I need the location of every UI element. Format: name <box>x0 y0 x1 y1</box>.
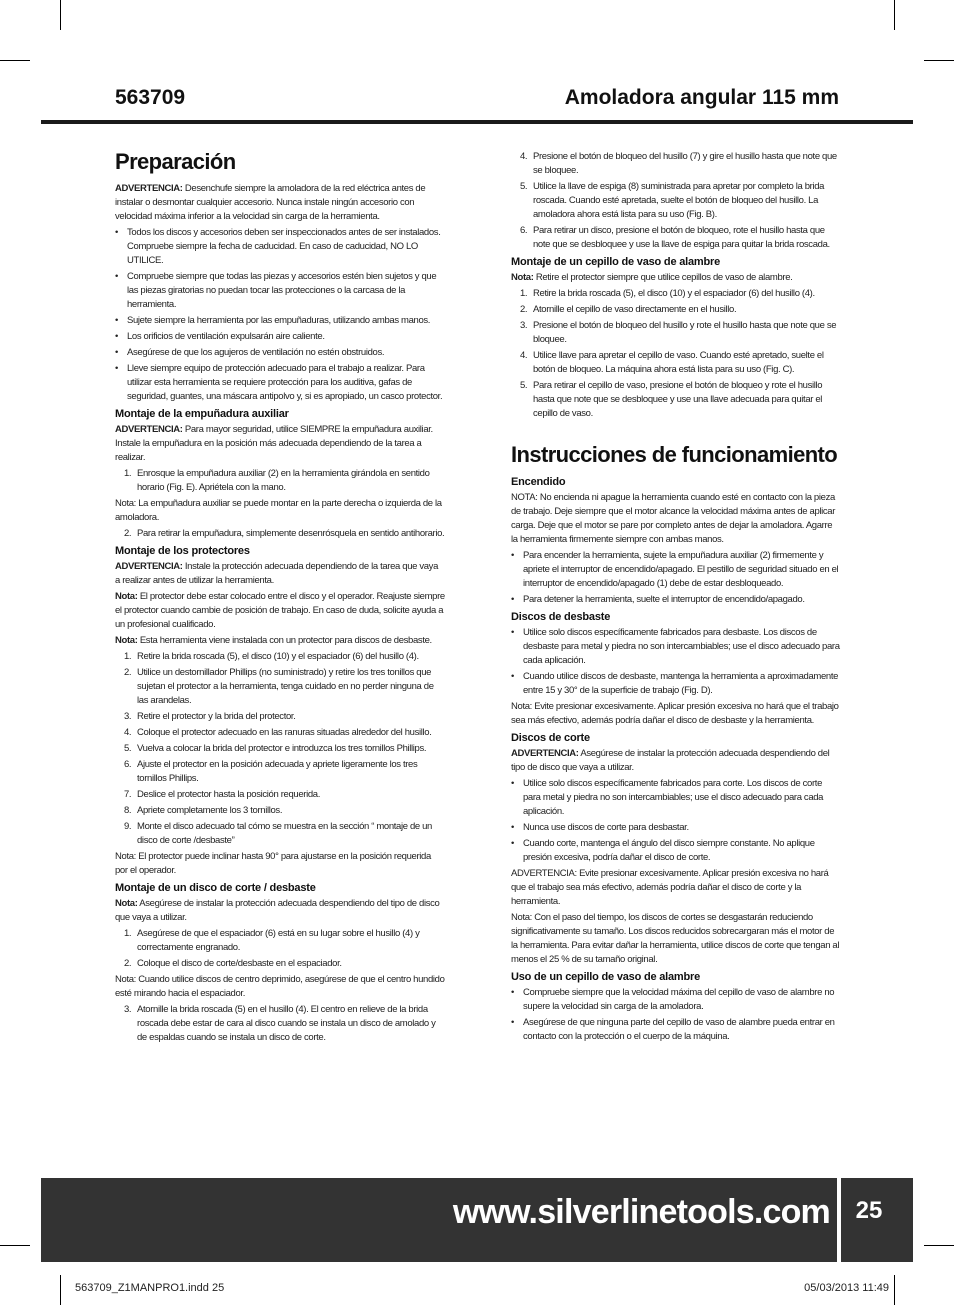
section-heading-preparacion: Preparación <box>115 149 236 174</box>
note-paragraph: NOTA: No encienda ni apague la herramienta cuando esté en contacto con la pieza de trabajo. Deje siempre que el motor alcance la velocidad máxima antes de aplicar carga. Deje que el motor se pare por completo antes de dejar la amoladora. Agarre la herramienta firmemente siempre con ambas manos. <box>511 492 836 545</box>
list-item: 2. Coloque el disco de corte/desbaste en el espaciador. <box>124 958 342 969</box>
list-item: • Para encender la herramienta, sujete la empuñadura auxiliar (2) firmemente y apriete el interruptor de encendido/apagado. El pestillo de seguridad situado en el interruptor de encendido/apagado (1) debe de estar desbloqueado. <box>511 549 841 591</box>
list-item: 7. Deslice el protector hasta la posición requerida. <box>124 789 320 800</box>
list-item: • Cuando corte, mantenga el ángulo del disco siempre constante. No aplique presión excesiva, podría dañar el disco de corte. <box>511 837 841 865</box>
crop-mark <box>894 1275 895 1305</box>
warning-paragraph: ADVERTENCIA: Instale la protección adecuada dependiendo de la tarea que vaya a realizar antes de utilizar la herramienta. <box>115 561 439 586</box>
list-item: 2. Para retirar la empuñadura, simplemente desenrósquela en sentido antihorario. <box>124 528 445 539</box>
numbered-list <box>115 1003 445 1045</box>
list-item: • Para detener la herramienta, suelte el interruptor de encendido/apagado. <box>511 593 841 607</box>
product-code: 563709 <box>115 86 186 109</box>
note-paragraph: Nota: Retire el protector siempre que utilice cepillos de vaso de alambre. <box>511 272 793 283</box>
list-item: 6. Ajuste el protector en la posición adecuada y apriete ligeramente los tres tornillos Phillips. <box>124 759 418 784</box>
crop-mark <box>894 0 895 30</box>
list-item: • Sujete siempre la herramienta por las empuñaduras, utilizando ambas manos. <box>115 314 445 328</box>
numbered-list <box>115 467 445 495</box>
list-item: 1. Asegúrese de que el espaciador (6) está en su lugar sobre el husillo (4) y correctamente engranado. <box>124 928 420 953</box>
website-url[interactable]: www.silverlinetools.com <box>452 1193 830 1231</box>
list-item: • Compruebe siempre que la velocidad máxima del cepillo de vaso de alambre no supere la velocidad sin carga de la amoladora. <box>511 986 841 1014</box>
list-item: 5. Vuelva a colocar la brida del protector e introduzca los tres tornillos Phillips. <box>124 743 427 754</box>
list-item: 4. Utilice llave para apretar el cepillo de vaso. Cuando esté apretado, suelte el botón de bloqueo. La máquina ahora está lista para su uso (Fig. C). <box>520 350 824 375</box>
bullet-list <box>511 549 841 607</box>
subheading-wire-brush-use: Uso de un cepillo de vaso de alambre <box>511 971 701 983</box>
list-item: 5. Utilice la llave de espiga (8) suministrada para apretar por completo la brida roscada. Cuando esté apretada, suelte el botón de bloqueo del husillo. La amoladora ahora está lista para su uso (Fig. B). <box>520 181 825 220</box>
list-item: 1. Retire la brida roscada (5), el disco (10) y el espaciador (6) del husillo (4). <box>124 651 419 662</box>
numbered-list <box>115 527 445 541</box>
list-item: 2. Utilice un destornillador Phillips (no suministrado) y retire los tres tonillos que sujetan el protector a la herramienta, tenga cuidado en no perder ninguna de las arandelas. <box>124 667 434 706</box>
bullet-list <box>511 986 841 1044</box>
list-item: • Los orificios de ventilación expulsarán aire caliente. <box>115 330 445 344</box>
crop-mark <box>924 1245 954 1246</box>
list-item: 3. Presione el botón de bloqueo del husillo y rote el husillo hasta que note que se bloquee. <box>520 320 837 345</box>
list-item: • Nunca use discos de corte para desbastar. <box>511 821 841 835</box>
note-paragraph: Nota: Con el paso del tiempo, los discos de cortes se desgastarán reduciendo significativamente su tamaño. Los discos reducidos sobrecargaran más el motor de la herramienta. Para evitar dañar la herramienta, utilice discos de corte que tengan al menos el 25 % de su tamaño original. <box>511 912 840 965</box>
crop-mark <box>60 1275 61 1305</box>
slug-timestamp: 05/03/2013 11:49 <box>804 1282 889 1294</box>
crop-mark <box>60 0 61 30</box>
note-paragraph: Nota: El protector puede inclinar hasta 90° para ajustarse en la posición requerida por el operador. <box>115 851 431 876</box>
crop-mark <box>0 1245 30 1246</box>
list-item: 8. Apriete completamente los 3 tornillos. <box>124 805 283 816</box>
warning-paragraph: ADVERTENCIA: Desenchufe siempre la amoladora de la red eléctrica antes de instalar o desmontar cualquier accesorio. Nunca instale ningún accesorio con velocidad máxima inferior a la velocidad sin carga de la herramienta. <box>115 183 426 222</box>
left-column <box>115 148 445 1047</box>
list-item: • Asegúrese de que los agujeros de ventilación no estén obstruidos. <box>115 346 445 360</box>
warning-paragraph: ADVERTENCIA: Asegúrese de instalar la protección adecuada despendiendo del tipo de disco que vaya a utilizar. <box>511 748 830 773</box>
subheading-guards: Montaje de los protectores <box>115 545 250 557</box>
list-item: • Compruebe siempre que todas las piezas y accesorios estén bien sujetos y que las piezas giratorias no puedan tocar las protecciones o la carcasa de la herramienta. <box>115 270 445 312</box>
list-item: • Todos los discos y accesorios deben ser inspeccionados antes de ser instalados. Compruebe siempre la fecha de caducidad. En caso de caducidad, NO LO UTILICE. <box>115 226 445 268</box>
crop-mark <box>0 60 30 61</box>
product-title: Amoladora angular 115 mm <box>564 86 839 109</box>
list-item: 1. Retire la brida roscada (5), el disco (10) y el espaciador (6) del husillo (4). <box>520 288 815 299</box>
list-item: • Utilice solo discos específicamente fabricados para desbaste. Los discos de desbaste para metal y piedra no son intercambiables; use el disco adecuado para cada aplicación. <box>511 626 841 668</box>
warning-paragraph: ADVERTENCIA: Para mayor seguridad, utilice SIEMPRE la empuñadura auxiliar. Instale la empuñadura en la posición más adecuada dependiendo de la tarea a realizar. <box>115 424 433 463</box>
list-item: 4. Presione el botón de bloqueo del husillo (7) y gire el husillo hasta que note que se bloquee. <box>520 151 837 176</box>
list-item: • Asegúrese de que ninguna parte del cepillo de vaso de alambre pueda entrar en contacto con la protección o el cuerpo de la máquina. <box>511 1016 841 1044</box>
note-paragraph: Nota: Evite presionar excesivamente. Aplicar presión excesiva no hará que el trabajo sea más efectivo, además podría dañar el disco de desbaste y la herramienta. <box>511 701 839 726</box>
slug-filename: 563709_Z1MANPRO1.indd 25 <box>75 1282 225 1294</box>
note-paragraph: Nota: El protector debe estar colocado entre el disco y el operador. Reajuste siempre el protector cuando cambie de posición de trabajo. En caso de duda, solicite ayuda a un profesional cualificado. <box>115 591 445 630</box>
note-paragraph: Nota: Esta herramienta viene instalada con un protector para discos de desbaste. <box>115 635 432 646</box>
subheading-switching-on: Encendido <box>511 476 566 488</box>
list-item: 3. Retire el protector y la brida del protector. <box>124 711 296 722</box>
right-column <box>511 150 841 1046</box>
list-item: • Lleve siempre equipo de protección adecuado para el trabajo a realizar. Para utilizar esta herramienta se requiere protección para los auditiva, gafas de seguridad, guantes, una máscara antipolvo y, si es apropiado, un casco protector. <box>115 362 445 404</box>
bullet-list <box>511 777 841 865</box>
bullet-list <box>115 226 445 404</box>
list-item: 6. Para retirar un disco, presione el botón de bloqueo, rote el husillo hasta que note que se desbloquee y use la llave de espiga para quitar la brida roscada. <box>520 225 830 250</box>
note-paragraph: Nota: Cuando utilice discos de centro deprimido, asegúrese de que el centro hundido esté mirando hacia el espaciador. <box>115 974 445 999</box>
subheading-wire-brush-mounting: Montaje de un cepillo de vaso de alambre <box>511 256 721 268</box>
list-item: 5. Para retirar el cepillo de vaso, presione el botón de bloqueo y rote el husillo hasta que note que se desbloquee y use una llave adecuada para quitar el cepillo de vaso. <box>520 380 823 419</box>
numbered-list <box>115 650 445 848</box>
note-paragraph: Nota: Asegúrese de instalar la protección adecuada despendiendo del tipo de disco que vaya a utilizar. <box>115 898 440 923</box>
numbered-list <box>511 150 841 252</box>
header-rule <box>41 120 913 124</box>
list-item: 3. Atornille la brida roscada (5) en el husillo (4). El centro en relieve de la brida roscada debe estar de cara al disco cuando se instala un disco de amolado y de espaldas cuando se instala un disco de corte. <box>124 1004 436 1043</box>
list-item: 2. Atornille el cepillo de vaso directamente en el husillo. <box>520 304 737 315</box>
bullet-list <box>511 626 841 698</box>
warning-paragraph: ADVERTENCIA: Evite presionar excesivamente. Aplicar presión excesiva no hará que el trabajo sea más efectivo, además podría dañar el disco de corte y la herramienta. <box>511 868 829 907</box>
subheading-aux-handle: Montaje de la empuñadura auxiliar <box>115 408 289 420</box>
list-item: 9. Monte el disco adecuado tal cómo se muestra en la sección “ montaje de un disco de corte /desbaste” <box>124 821 432 846</box>
subheading-disc-mounting: Montaje de un disco de corte / desbaste <box>115 882 316 894</box>
subheading-grinding-discs: Discos de desbaste <box>511 611 611 623</box>
list-item: 1. Enrosque la empuñadura auxiliar (2) en la herramienta girándola en sentido horario (Fig. E). Apriétela con la mano. <box>124 468 430 493</box>
numbered-list <box>115 927 445 971</box>
list-item: 4. Coloque el protector adecuado en las ranuras situadas alrededor del husillo. <box>124 727 432 738</box>
section-heading-instrucciones: Instrucciones de funcionamiento <box>511 442 838 467</box>
subheading-cutting-discs: Discos de corte <box>511 732 590 744</box>
crop-mark <box>924 60 954 61</box>
numbered-list <box>511 287 841 421</box>
note-paragraph: Nota: La empuñadura auxiliar se puede montar en la parte derecha o izquierda de la amoladora. <box>115 498 442 523</box>
list-item: • Utilice solo discos específicamente fabricados para corte. Los discos de corte para metal y piedra no son intercambiables; use el disco adecuado para cada aplicación. <box>511 777 841 819</box>
page-number: 25 <box>855 1197 883 1224</box>
list-item: • Cuando utilice discos de desbaste, mantenga la herramienta a aproximadamente entre 15 y 30° de la superficie de trabajo (Fig. D). <box>511 670 841 698</box>
